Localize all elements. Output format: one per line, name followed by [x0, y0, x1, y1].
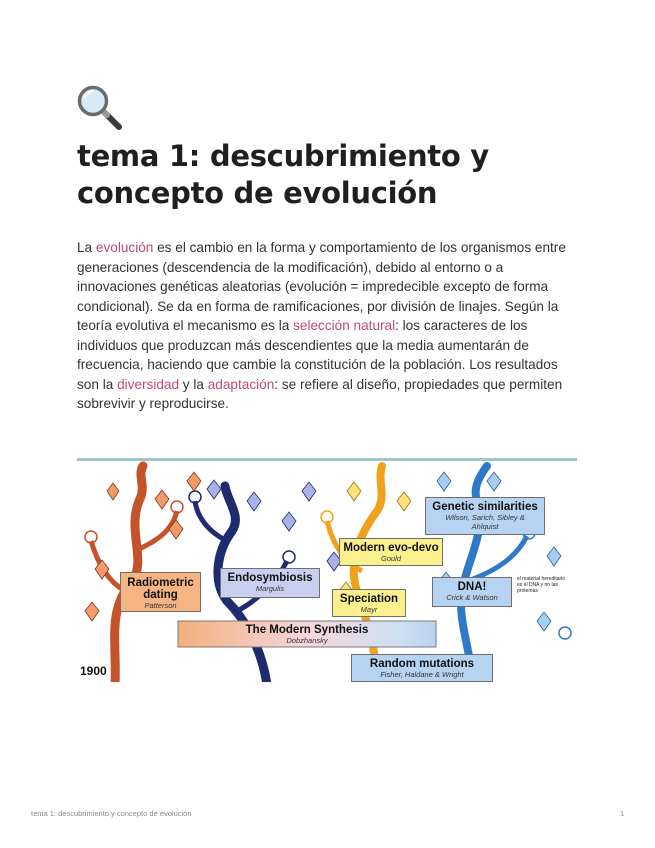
box-title: Speciation — [339, 593, 399, 605]
paragraph-text: y la — [179, 376, 208, 392]
box-endosymbiosis — [220, 568, 320, 598]
box-title: Radiometric dating — [127, 577, 194, 601]
term-seleccion-natural: selección natural — [293, 318, 396, 333]
box-random-mutations — [351, 654, 493, 682]
box-author: Fisher, Haldane & Wright — [380, 670, 464, 679]
box-author: Patterson — [144, 601, 177, 610]
box-genetic-similarities — [425, 497, 545, 535]
term-evolucion: evolución — [95, 240, 154, 255]
box-dna — [432, 577, 512, 607]
footer-document-title: tema 1: descubrimiento y concepto de evolución — [31, 809, 192, 818]
evolution-history-figure — [77, 458, 577, 682]
paragraph-text: : se refiere al diseño, propiedades que permiten sobrevivir y reproducirse. — [77, 376, 563, 411]
term-adaptacion: adaptación — [207, 376, 275, 392]
paragraph-text: es el cambio en la forma y comportamiento de los organismos entre generaciones (descendencia de la modificación), debido al entorno o a innovaciones genéticas aleatorias (evolución = impredecible excepto de forma condicional). Se da en forma de ramificaciones, por división de linajes. Según la teoría evolutiva el mecanismo es la — [77, 240, 566, 333]
box-author: Mayr — [360, 605, 378, 614]
magnifying-glass-icon — [76, 84, 124, 132]
footer-page-number: 1 — [620, 809, 625, 818]
box-title: DNA! — [457, 581, 487, 593]
box-title: Genetic similarities — [432, 501, 538, 513]
handwritten-note: el material hereditario es el DNA y no las proteínas — [517, 576, 566, 594]
box-title: Endosymbiosis — [227, 572, 313, 584]
box-author: Gould — [380, 554, 401, 563]
box-author: Margulis — [255, 584, 285, 593]
box-title: Modern evo-devo — [343, 542, 439, 554]
paragraph-text: La — [77, 240, 96, 255]
year-label: 1900 — [80, 664, 107, 678]
box-author: Crick & Watson — [446, 593, 498, 602]
paragraph-text: : los caracteres de los individuos que produzcan más descendientes que la media aumentarán de frecuencia, haciendo que cambie la constitución de la población. Los resultados son la — [77, 318, 558, 392]
box-speciation — [332, 589, 406, 617]
term-diversidad: diversidad — [117, 376, 180, 392]
box-author: Dobzhansky — [286, 636, 328, 645]
page-title: tema 1: descubrimiento y concepto de evolución — [77, 139, 489, 210]
box-modern-evo-devo — [339, 538, 443, 566]
body-paragraph — [77, 238, 577, 414]
box-radiometric-dating — [120, 572, 201, 612]
box-modern-synthesis — [178, 621, 436, 647]
box-author: Wilson, Sarich, Sibley & Ahlquist — [445, 513, 525, 531]
box-title: The Modern Synthesis — [245, 624, 369, 636]
box-title: Random mutations — [369, 658, 475, 670]
